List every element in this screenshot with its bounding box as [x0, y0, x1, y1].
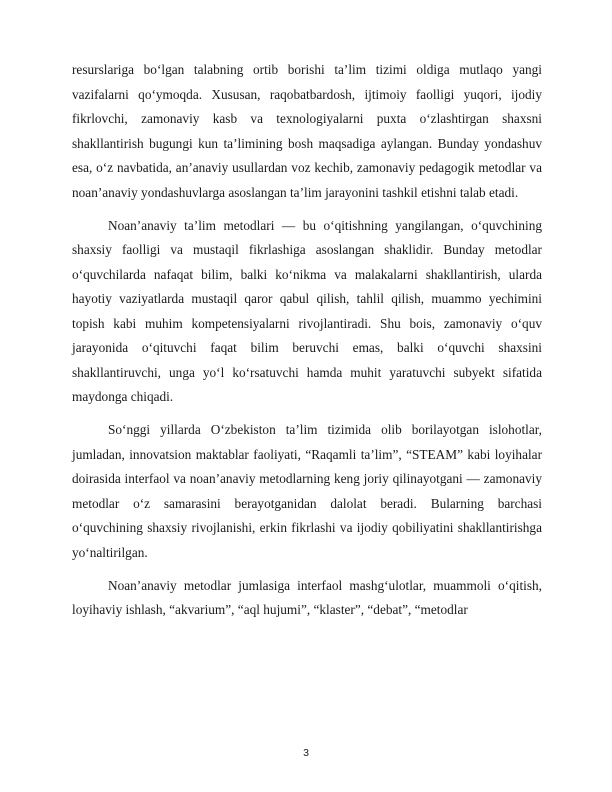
paragraph-continued: resurslariga bo‘lgan talabning ortib borishi ta’lim tizimi oldiga mutlaqo yangi vazifalarni qo‘ymoqda. Xususan, raqobatbardosh, ijtimoiy faolligi yuqori, ijodiy fikrlovchi, zamonaviy kasb va texnologiyalarni puxta o‘zlashtirgan shaxsni shakllantirish bugungi kun ta’limining bosh maqsadiga aylangan. Bunday yondashuv esa, o‘z navbatida, an’anaviy usullardan voz kechib, zamonaviy pedagogik metodlar va noan’anaviy yondashuvlarga asoslangan ta’lim jarayonini tashkil etishni talab etadi. — [72, 62, 542, 200]
page-number: 3 — [303, 747, 309, 759]
paragraph-methods-list: Noan’anaviy metodlar jumlasiga interfaol mashg‘ulotlar, muammoli o‘qitish, loyihaviy ishlash, “akvarium”, “aql hujumi”, “klaster”, “debat”, “metodlar — [72, 577, 542, 617]
document-body — [72, 58, 542, 623]
paragraph-nontraditional-methods: Noan’anaviy ta’lim metodlari — bu o‘qitishning yangilangan, o‘quvchining shaxsiy faolligi va mustaqil fikrlashiga asoslangan shaklidir. Bunday metodlar o‘quvchilarda nafaqat bilim, balki ko‘nikma va malakalarni shakllantirish, ularda hayotiy vaziyatlarda mustaqil qaror qabul qilish, tahlil qilish, muammo yechimini topish kabi muhim kompetensiyalarni rivojlantiradi. Shu bois, zamonaviy o‘quv jarayonida o‘qituvchi faqat bilim beruvchi emas, balki o‘quvchi shaxsini shakllantiruvchi, unga yo‘l ko‘rsatuvchi hamda muhit yaratuvchi subyekt sifatida maydonga chiqadi. — [72, 217, 542, 404]
paragraph-uzbekistan-reforms: So‘nggi yillarda O‘zbekiston ta’lim tizimida olib borilayotgan islohotlar, jumladan, innovatsion maktablar faoliyati, “Raqamli ta’lim”, “STEAM” kabi loyihalar doirasida interfaol va noan’anaviy metodlarning keng joriy qilinayotgani — zamonaviy metodlar o‘z samarasini berayotganidan dalolat beradi. Bularning barchasi o‘quvchining shaxsiy rivojlanishi, erkin fikrlashi va ijodiy qobiliyatini shakllantirishga yo‘naltirilgan. — [72, 422, 542, 560]
